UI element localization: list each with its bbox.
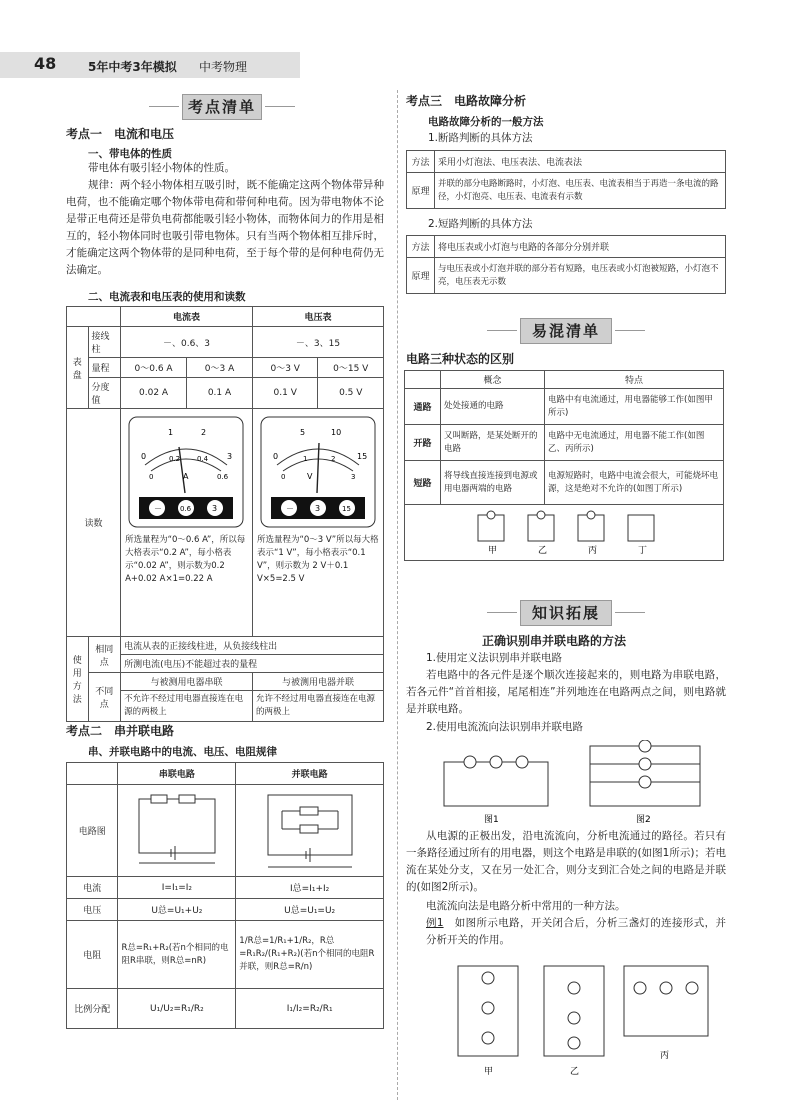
- th-parallel: 并联电路: [236, 763, 384, 785]
- state-title: 电路三种状态的区别: [406, 352, 515, 366]
- th-series: 串联电路: [118, 763, 236, 785]
- state-name-2: 短路: [405, 461, 441, 505]
- ex-fig-bing: 丙: [660, 1051, 670, 1061]
- s1-title: 一、带电体的性质: [88, 148, 172, 160]
- state-concept-2: 将导线直接连接到电源或用电器两端的电路: [441, 461, 545, 505]
- row-current: 电流: [67, 877, 118, 899]
- k3-title: 考点三 电路故障分析: [406, 94, 527, 108]
- state-concept-0: 处处接通的电路: [441, 389, 545, 425]
- ammeter-needle: [179, 447, 185, 493]
- example-label: 例1: [426, 917, 444, 929]
- v-tick-6: 2: [330, 455, 336, 463]
- state-feature-0: 电路中有电流通过，用电器能够工作(如图甲所示): [545, 389, 724, 425]
- state-name-0: 通路: [405, 389, 441, 425]
- a-range-1: 0～0.6 A: [121, 358, 187, 378]
- fig-yi: 乙: [538, 546, 548, 555]
- series-resistance: R总=R₁+R₂(若n个相同的电阻R串联，则R总=nR): [118, 921, 236, 989]
- v-range-1: 0～3 V: [252, 358, 318, 378]
- parallel-voltage: U总=U₁=U₂: [236, 899, 384, 921]
- m2: 2.使用电流流向法识别串并联电路: [426, 721, 584, 733]
- state-concept-1: 又叫断路，是某处断开的电路: [441, 425, 545, 461]
- book-title: 5年中考3年模拟: [88, 60, 177, 74]
- fig2-label: 图2: [636, 815, 651, 825]
- fig-bing: 丙: [588, 546, 598, 555]
- group-usage: 使用方法: [67, 637, 89, 722]
- a-btn-3: 3: [212, 504, 218, 513]
- a-btn-06: 0.6: [180, 505, 192, 513]
- v-tick-4: 0: [280, 473, 286, 481]
- law-table: [66, 762, 384, 1029]
- a-div-1: 0.02 A: [121, 378, 187, 409]
- row-division: 分度值: [88, 378, 121, 409]
- fig-series-parallel: [440, 740, 730, 826]
- open-table: [406, 150, 726, 209]
- page-number: 48: [34, 54, 57, 73]
- v-tick-1: 5: [299, 428, 306, 437]
- ex-fig-yi: 乙: [570, 1067, 580, 1077]
- row-reading: 读数: [67, 409, 121, 637]
- a-tick-3: 3: [227, 452, 233, 461]
- v-unit: V: [306, 472, 313, 481]
- example-text: 如图所示电路，开关闭合后，分析三盏灯的连接形式，并分析开关的作用。: [426, 917, 727, 946]
- k2-title: 考点二 串并联电路: [66, 724, 175, 738]
- row-diagram: 电路图: [67, 785, 118, 877]
- diff-v-2: 允许不经过用电器直接连在电源的两极上: [252, 691, 383, 722]
- k2-sub: 串、并联电路中的电流、电压、电阻规律: [88, 746, 277, 758]
- v-tick-3: 15: [356, 452, 368, 461]
- ammeter-dial: [125, 413, 247, 531]
- v-tick-2: 10: [330, 428, 342, 437]
- m1-text: 若电路中的各元件是逐个顺次连接起来的，则电路为串联电路，若各元件“首首相接，尾尾相连”并列地连在电路两点之间，则电路就是并联电路。: [406, 669, 726, 715]
- voltmeter-dial: [257, 413, 379, 531]
- v-tick-0: 0: [272, 452, 279, 461]
- open-r1: 方法: [407, 151, 435, 173]
- same-1: 电流从表的正接线柱进，从负接线柱出: [121, 637, 384, 655]
- banner-extension: 知识拓展: [520, 600, 612, 626]
- th-voltmeter: 电压表: [252, 307, 383, 327]
- open-v2: 并联的部分电路断路时，小灯泡、电压表、电流表相当于再造一条电流的路径，小灯泡亮、电压表、电流表有示数: [435, 173, 726, 209]
- ext-title: 正确识别串并联电路的方法: [482, 634, 627, 648]
- column-divider: [397, 90, 398, 1100]
- open-title: 1.断路判断的具体方法: [428, 132, 533, 144]
- group-dial: 表盘: [67, 327, 89, 409]
- row-diff: 不同点: [88, 673, 121, 722]
- th-concept: 概念: [441, 371, 545, 389]
- short-r2: 原理: [407, 258, 435, 294]
- subject-title: 中考物理: [199, 60, 248, 74]
- parallel-current: I总=I₁+I₂: [236, 877, 384, 899]
- v-tick-5: 1: [302, 455, 308, 463]
- same-2: 所测电流(电压)不能超过表的量程: [121, 655, 384, 673]
- k1-title: 考点一 电流和电压: [66, 127, 175, 141]
- a-tick-4: 0: [149, 473, 154, 481]
- m2-text2: 电流流向法是电路分析中常用的一种方法。: [426, 900, 626, 912]
- a-read-text: 所选量程为“0～0.6 A”，所以每大格表示“0.2 A”，每小格表示“0.02 A”，则示数为0.2 A+0.02 A×1=0.22 A: [125, 535, 246, 584]
- open-r2: 原理: [407, 173, 435, 209]
- diff-a-1: 与被测用电器串联: [121, 673, 253, 691]
- v-tick-7: 3: [350, 473, 356, 481]
- voltmeter-needle: [317, 443, 319, 493]
- series-voltage: U总=U₁+U₂: [118, 899, 236, 921]
- a-tick-0: 0: [141, 452, 147, 461]
- a-tick-5: 0.2: [169, 455, 181, 463]
- a-tick-6: 0.4: [197, 455, 209, 463]
- state-table: [404, 370, 724, 561]
- a-div-2: 0.1 A: [187, 378, 253, 409]
- v-div-1: 0.1 V: [252, 378, 318, 409]
- ex-fig-jia: 甲: [484, 1067, 494, 1077]
- state-feature-1: 电路中无电流通过，用电器不能工作(如图乙、丙所示): [545, 425, 724, 461]
- fig1-label: 图1: [484, 815, 499, 825]
- p2: 规律：两个轻小物体相互吸引时，既不能确定这两个物体带异种电荷，也不能确定哪个物体带电荷和带何种电荷。因为带电物体不论是带正电荷还是带负电荷都能吸引轻小物体，而物体间力的作用是相互的，轻小物体同时也吸引带电物体。只有当两个物体相互排斥时，才能确定这两个物体带的是同种电荷，至于每个带的是何种电荷仍无法确定。: [66, 179, 384, 276]
- a-tick-2: 2: [201, 428, 207, 437]
- v-btn-neg: －: [285, 504, 294, 513]
- series-circuit-diagram: [127, 789, 227, 869]
- short-v1: 将电压表或小灯泡与电路的各部分分别并联: [435, 236, 726, 258]
- v-range-2: 0～15 V: [318, 358, 384, 378]
- k3-sub: 电路故障分析的一般方法: [428, 116, 544, 128]
- short-table: [406, 235, 726, 294]
- s2-title: 二、电流表和电压表的使用和读数: [88, 291, 246, 303]
- p1: 带电体有吸引轻小物体的性质。: [88, 162, 235, 174]
- a-unit: A: [183, 472, 189, 481]
- state-name-1: 开路: [405, 425, 441, 461]
- parallel-ratio: I₁/I₂=R₂/R₁: [236, 989, 384, 1029]
- th-ammeter: 电流表: [121, 307, 253, 327]
- circuit-state-figures: [464, 507, 664, 555]
- parallel-resistance: 1/R总=1/R₁+1/R₂，R总=R₁R₂/(R₁+R₂)(若n个相同的电阻R并联，则R总=R/n): [236, 921, 384, 989]
- diff-v-1: 与被测用电器并联: [252, 673, 383, 691]
- series-ratio: U₁/U₂=R₁/R₂: [118, 989, 236, 1029]
- banner-checklist: 考点清单: [182, 94, 262, 120]
- th-feature: 特点: [545, 371, 724, 389]
- a-tick-7: 0.6: [217, 473, 229, 481]
- short-r1: 方法: [407, 236, 435, 258]
- state-feature-2: 电源短路时，电路中电流会很大，可能烧坏电源，这是绝对不允许的(如图丁所示): [545, 461, 724, 505]
- v-btn-3: 3: [314, 504, 321, 513]
- example-figures: [448, 958, 718, 1078]
- m1: 1.使用定义法识别串并联电路: [426, 652, 563, 664]
- short-v2: 与电压表或小灯泡并联的部分若有短路，电压表或小灯泡被短路，小灯泡不亮，电压表无示数: [435, 258, 726, 294]
- meter-table: [66, 306, 384, 722]
- fig-ding: 丁: [638, 546, 648, 555]
- short-title: 2.短路判断的具体方法: [428, 218, 533, 230]
- a-tick-1: 1: [168, 428, 174, 437]
- parallel-circuit-diagram: [250, 787, 370, 871]
- row-terminal: 接线柱: [88, 327, 121, 358]
- row-voltage: 电压: [67, 899, 118, 921]
- row-resistance: 电阻: [67, 921, 118, 989]
- a-btn-neg: －: [154, 504, 163, 513]
- v-btn-15: 15: [341, 505, 351, 513]
- v-div-2: 0.5 V: [318, 378, 384, 409]
- a-terminal: －、0.6、3: [121, 327, 253, 358]
- diff-a-2: 不允许不经过用电器直接连在电源的两极上: [121, 691, 253, 722]
- fig-jia: 甲: [488, 546, 498, 555]
- row-ratio: 比例分配: [67, 989, 118, 1029]
- row-same: 相同点: [88, 637, 121, 673]
- row-range: 量程: [88, 358, 121, 378]
- v-read-text: 所选量程为“0～3 V”所以每大格表示“1 V”，每小格表示“0.1 V”，则示数为 2 V＋0.1 V×5=2.5 V: [256, 535, 379, 584]
- a-range-2: 0～3 A: [187, 358, 253, 378]
- open-v1: 采用小灯泡法、电压表法、电流表法: [435, 151, 726, 173]
- v-terminal: －、3、15: [252, 327, 383, 358]
- m2-text: 从电源的正极出发，沿电流流向，分析电流通过的路径。若只有一条路径通过所有的用电器，则这个电路是串联的(如图1所示)；若电流在某处分支，又在另一处汇合，则分支到汇合处之间的电路是并联的(如图2所示)。: [406, 830, 726, 893]
- series-current: I=I₁=I₂: [118, 877, 236, 899]
- banner-confusion: 易混清单: [520, 318, 612, 344]
